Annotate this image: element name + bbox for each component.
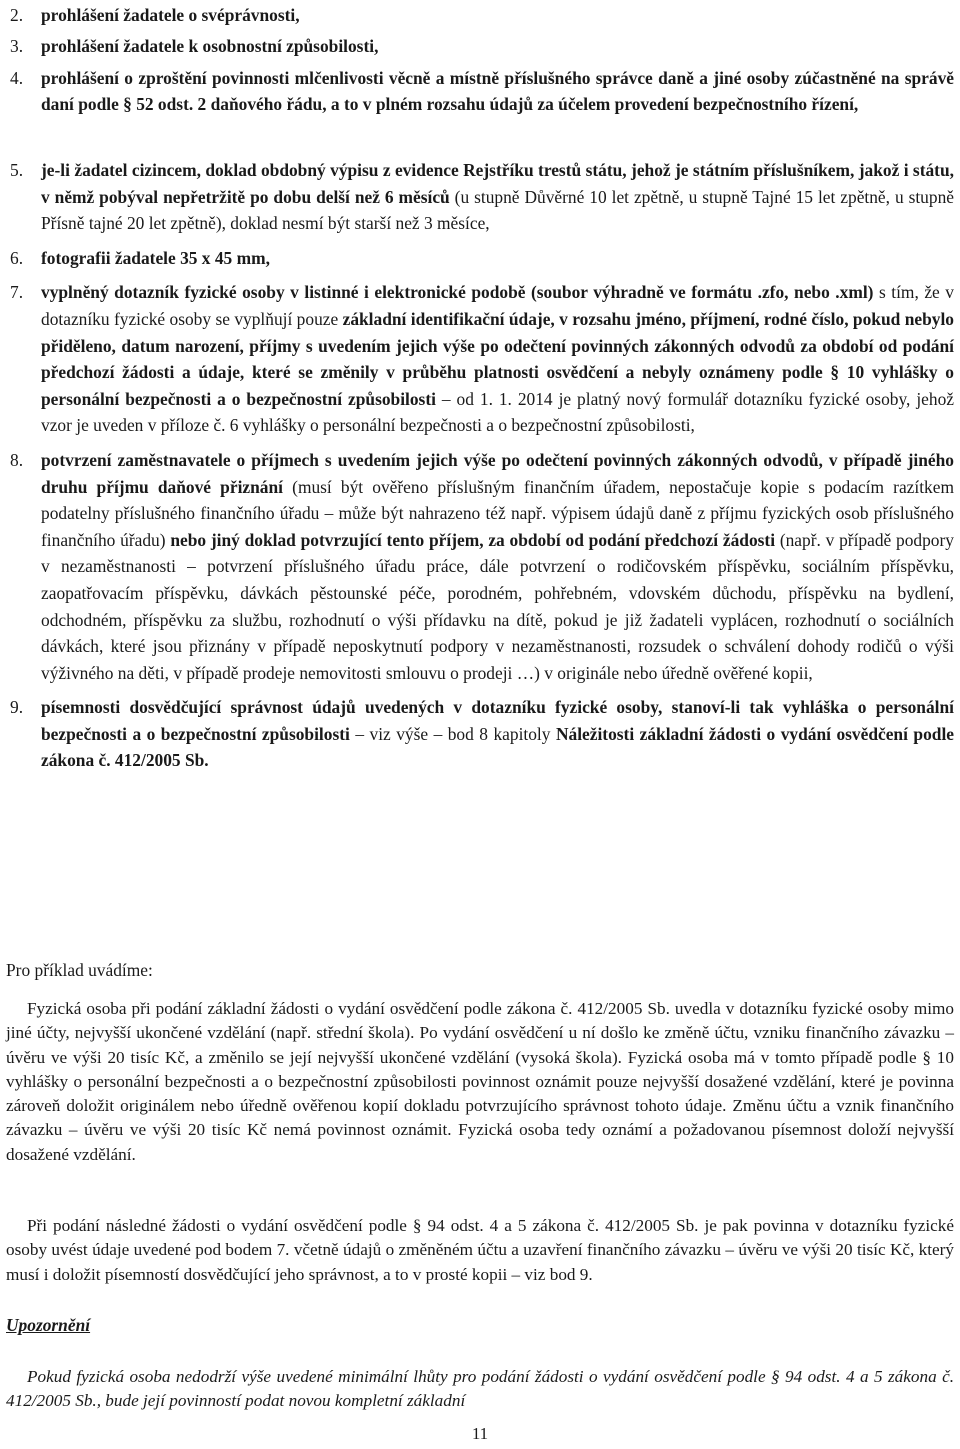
page-number: 11 bbox=[471, 1424, 489, 1443]
list-item bbox=[10, 279, 954, 439]
list-item bbox=[10, 245, 954, 272]
item-number: 3. bbox=[10, 36, 24, 57]
item-text: písemnosti dosvědčující správnost údajů uvedených v dotazníku fyzické osoby, stanoví-li tak vyhláška o personální bezpečnosti a o bezpečnostní způsobilosti – viz výše – bod 8 kapitoly Náležitosti základní žádosti o vydání osvědčení podle zákona č. 412/2005 Sb. bbox=[41, 697, 954, 771]
list-item bbox=[10, 447, 954, 686]
item-number: 5. bbox=[10, 160, 24, 180]
item-number: 4. bbox=[10, 67, 24, 88]
item-number: 9. bbox=[10, 697, 24, 718]
requirements-list-cont bbox=[10, 157, 954, 774]
list-item bbox=[10, 2, 954, 28]
item-number: 7. bbox=[10, 282, 24, 303]
item-text: prohlášení žadatele o svéprávnosti, bbox=[41, 5, 300, 25]
example-heading: Pro příklad uvádíme: bbox=[6, 960, 153, 980]
list-item bbox=[10, 157, 954, 237]
example-paragraph: Fyzická osoba při podání základní žádosti o vydání osvědčení podle zákona č. 412/2005 Sb. uvedla v dotazníku fyzické osoby mimo jiné účty, nejvyšší ukončené vzdělání (např. střední škola). Po vydání osvědčení u ní došlo ke změně účtu, vzniku finančního závazku – úvěru ve výši 20 tisíc Kč, a změnilo se její nejvyšší ukončené vzdělání (vysoká škola). Fyzická osoba má v tomto případě podle § 10 vyhlášky o personální bezpečnosti a o bezpečnostní způsobilosti povinnost oznámit pouze nejvyšší dosažené vzdělání, které je povinna zároveň doložit originálem nebo úředně ověřenou kopií dokladu potvrzujícího správnost tohoto údaje. Změnu účtu a vznik finančního závazku – úvěru ve výši 20 tisíc Kč nemá povinnost oznámit. Fyzická osoba tedy oznámí a požadovanou písemnost doloží nejvyšší dosažené vzdělání. bbox=[6, 999, 954, 1164]
item-text: potvrzení zaměstnavatele o příjmech s uvedením jejich výše po odečtení povinných zákonných odvodů, v případě jiného druhu příjmu daňové přiznání (musí být ověřeno příslušným finančním úřadem, nepostačuje kopie s podacím razítkem podatelny příslušného finančního úřadu – může být nahrazeno též např. výpisem údajů daně z příjmu fyzických osob příslušného finančního úřadu) nebo jiný doklad potvrzující tento příjem, za období od podání předchozí žádosti (např. v případě podpory v nezaměstnanosti – potvrzení příslušného úřadu práce, dále potvrzení o rodičovském příspěvku, sociálním příspěvku, zaopatřovacím příspěvku, dávkách pěstounské péče, porodném, pohřebném, vdovském důchodu, příspěvku na bydlení, odchodném, příspěvku za službu, rozhodnutí o výši přídavku na dítě, pokud je již žadateli vyplácen, rozhodnutí o sociálních dávkách, které jsou přiznány v případě neposkytnutí podpory v nezaměstnanosti, rozsudek o schválení dohody rodičů o výši výživného na děti, v případě prodeje nemovitosti smlouvu o prodeji …) v originále nebo úředně ověřené kopii, bbox=[41, 449, 954, 683]
list-item bbox=[10, 65, 954, 118]
warning-text: Pokud fyzická osoba nedodrží výše uvedené minimální lhůty pro podání žádosti o vydání osvědčení podle § 94 odst. 4 a 5 zákona č. 412/2005 Sb., bude její povinností podat novou kompletní základní bbox=[6, 1367, 954, 1411]
item-number: 6. bbox=[10, 247, 24, 268]
warning-heading: Upozornění bbox=[6, 1315, 91, 1335]
item-text: vyplněný dotazník fyzické osoby v listinné i elektronické podobě (soubor výhradně ve formátu .zfo, nebo .xml) s tím, že v dotazníku fyzické osoby se vyplňují pouze základní identifikační údaje, v rozsahu jméno, příjmení, rodné číslo, pokud nebylo přiděleno, datum narození, příjmy s uvedením jejich výše po odečtení povinných zákonných odvodů za období od podání předchozí žádosti a údaje, které se změnily v průběhu platnosti osvědčení a nebyly oznámeny podle § 10 vyhlášky o personální bezpečnosti a o bezpečnostní způsobilosti – od 1. 1. 2014 je platný nový formulář dotazníku fyzické osoby, jehož vzor je uveden v příloze č. 6 vyhlášky o personální bezpečnosti a o bezpečnostní způsobilosti, bbox=[41, 282, 954, 436]
item-number: 2. bbox=[10, 5, 24, 25]
requirements-list bbox=[10, 2, 954, 123]
item-text: prohlášení o zproštění povinnosti mlčenlivosti věcně a místně příslušného správce daně a jiné osoby zúčastněné na správě daní podle § 52 odst. 2 daňového řádu, a to v plném rozsahu údajů za účelem provedení bezpečnostního řízení, bbox=[41, 67, 954, 115]
item-number: 8. bbox=[10, 449, 24, 470]
item-text: prohlášení žadatele k osobnostní způsobilosti, bbox=[41, 36, 379, 57]
item-text: fotografii žadatele 35 x 45 mm, bbox=[41, 247, 270, 268]
item-text: je-li žadatel cizincem, doklad obdobný výpisu z evidence Rejstříku trestů státu, jehož je státním příslušníkem, jakož i státu, v němž pobýval nepřetržitě po dobu delší než 6 měsíců (u stupně Důvěrné 10 let zpětně, u stupně Tajné 15 let zpětně, u stupně Přísně tajné 20 let zpětně), doklad nesmí být starší než 3 měsíce, bbox=[41, 160, 954, 234]
list-item bbox=[10, 694, 954, 774]
example-paragraph: Při podání následné žádosti o vydání osvědčení podle § 94 odst. 4 a 5 zákona č. 412/2005 Sb. je pak povinna v dotazníku fyzické osoby uvést údaje uvedené pod bodem 7. včetně údajů o změněném účtu a uzavření finančního závazku – úvěru ve výši 20 tisíc Kč, který musí i doložit písemností dosvědčující jeho správnost, a to v prosté kopii – viz bod 9. bbox=[6, 1216, 954, 1284]
list-item bbox=[10, 33, 954, 59]
